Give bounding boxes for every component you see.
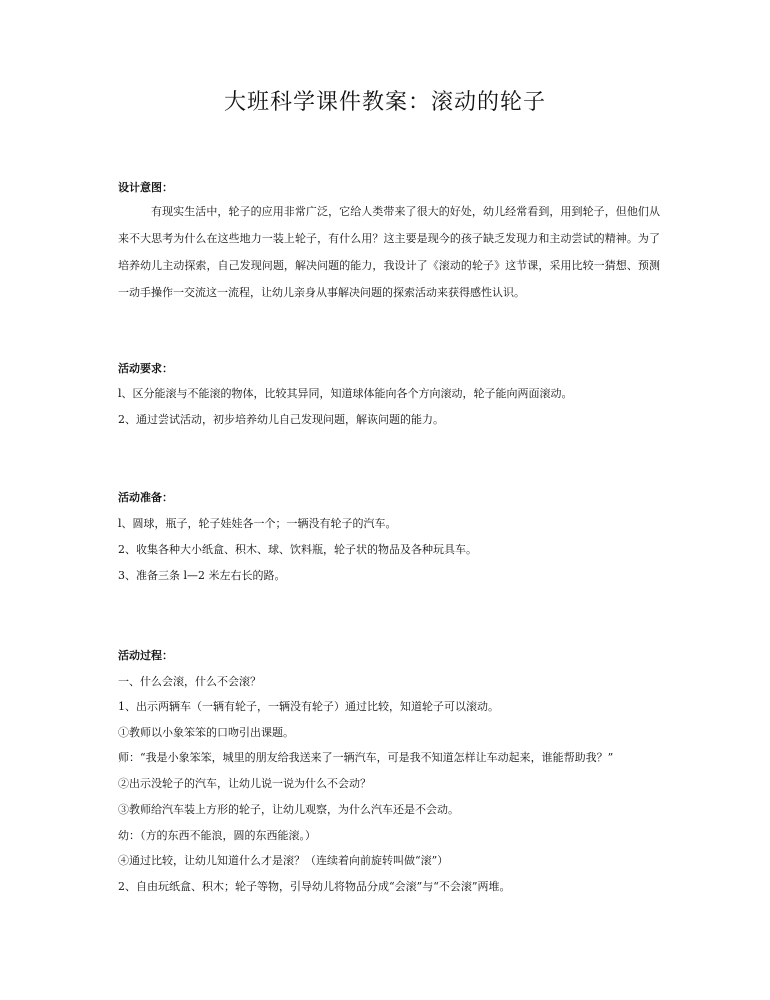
preparation-heading: 活动准备： (118, 491, 173, 504)
process-item-2: 1、出示两辆车（一辆有轮子，一辆没有轮子）通过比较，知道轮子可以滚动。 (118, 700, 499, 713)
process-item-3: ①教师以小象笨笨的口吻引出课题。 (118, 726, 294, 739)
design-paragraph: 有现实生活中，轮子的应用非常广泛，它给人类带来了很大的好处，幼儿经常看到，用到轮子，但他们从来不大思考为什么在这些地力一装上轮子，有什么用？这主要是现今的孩子缺乏发现力和主动尝试的精神。为了培养幼儿主动探索，自己发现问题，解决问题的能力，我设计了《滚动的轮子》这节课，采用比较一猜想、预测一动手操作一交流这一流程，让幼儿亲身从事解决问题的探索活动来获得感性认识。 (118, 205, 660, 299)
requirement-item-1: l、区分能滚与不能滚的物体，比较其异同，知道球体能向各个方向滚动，轮子能向两面滚动。 (118, 387, 573, 400)
process-item-1: 一、什么会滚，什么不会滚？ (118, 675, 261, 688)
process-item-7: 幼：（方的东西不能浪，圆的东西能滚。） (118, 829, 316, 842)
process-item-8: ④通过比较，让幼儿知道什么才是滚？（连续着向前旋转叫做“滚”） (118, 854, 449, 867)
process-item-6: ③教师给汽车装上方形的轮子，让幼儿观察，为什么汽车还是不会动。 (118, 803, 459, 816)
process-item-5: ②出示没轮子的汽车，让幼儿说一说为什么不会动？ (118, 777, 371, 790)
process-item-9: 2、自由玩纸盒、积木；轮子等物，引导幼儿将物品分成“会滚”与“不会滚”两堆。 (118, 880, 511, 893)
document-title: 大班科学课件教案：滚动的轮子 (223, 90, 546, 115)
process-item-4: 师：“我是小象笨笨，城里的朋友给我送来了一辆汽车，可是我不知道怎样让车动起来，谁能帮助我？” (118, 751, 614, 764)
requirement-item-2: 2、通过尝试活动，初步培养幼儿自己发现问题，解诙问题的能力。 (118, 413, 444, 426)
process-heading: 活动过程： (118, 649, 173, 662)
preparation-item-3: 3、准备三条 l—2 米左右长的路。 (118, 569, 286, 582)
preparation-item-1: l、圆球，瓶子，轮子娃娃各一个；一辆没有轮子的汽车。 (118, 517, 397, 530)
requirements-heading: 活动要求： (118, 362, 173, 375)
design-heading: 设计意图： (118, 181, 173, 194)
preparation-item-2: 2、收集各种大小纸盒、积木、球、饮料瓶，轮子状的物品及各种玩具车。 (118, 543, 477, 556)
